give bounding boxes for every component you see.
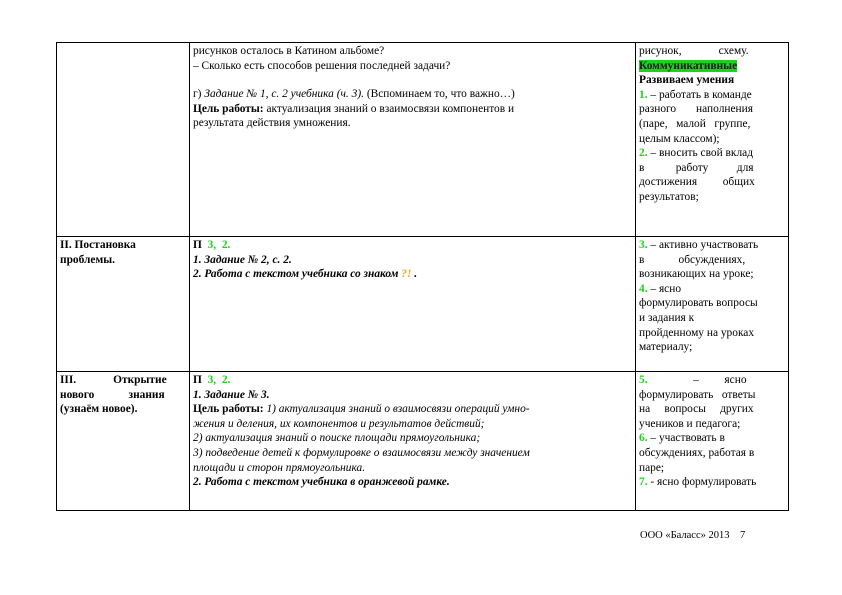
content-line: 3) подведение детей к формулировке о взаимосвязи между значением	[193, 446, 530, 459]
skill-line: (паре, малой группе,	[639, 117, 751, 130]
skill-line: 2. – вносить свой вклад	[639, 147, 754, 160]
skill-line: формулировать вопросы	[639, 297, 758, 310]
page-number: 7	[740, 530, 746, 541]
page-footer	[640, 530, 790, 541]
marker-line: П 3, 2.	[193, 239, 231, 251]
skills-cell	[636, 43, 789, 237]
task-line: 1. Задание № 2, с. 2.	[193, 253, 292, 266]
skill-line: рисунок, схему.	[639, 45, 749, 57]
stage-label: (узнаём новое).	[60, 403, 138, 416]
marker-line: П 3, 2.	[193, 374, 231, 386]
content-cell	[190, 43, 636, 237]
skills-cell	[636, 237, 789, 372]
content-cell	[190, 372, 636, 511]
lesson-plan-table	[56, 42, 789, 511]
skill-heading: Развиваем умения	[639, 74, 735, 87]
table-row	[57, 372, 789, 511]
skill-line: материалу;	[639, 341, 693, 354]
goal-line: Цель работы: актуализация знаний о взаимосвязи компонентов и	[193, 102, 515, 115]
skill-line: 7. - ясно формулировать	[639, 476, 757, 489]
skill-line: возникающих на уроке;	[639, 268, 754, 281]
stage-label: нового знания	[60, 388, 165, 401]
table-row	[57, 237, 789, 372]
content-cell	[190, 237, 636, 372]
stage-cell	[57, 237, 190, 372]
skill-line: на вопросы других	[639, 403, 754, 416]
skill-category: Коммуникативные	[639, 59, 738, 72]
skill-line: учеников и педагога;	[639, 417, 741, 430]
stage-label: проблемы.	[60, 253, 115, 266]
skill-line: и задания к	[639, 311, 695, 324]
skill-line: пройденному на уроках	[639, 326, 755, 339]
task-line: 2. Работа с текстом учебника со знаком ?! .	[193, 268, 418, 281]
content-line: – Сколько есть способов решения последней задачи?	[193, 59, 451, 72]
content-line: результата действия умножения.	[193, 117, 351, 130]
goal-line: Цель работы: 1) актуализация знаний о взаимосвязи операций умно-	[193, 403, 530, 416]
skill-line: 3. – активно участвовать	[639, 239, 759, 251]
skills-cell	[636, 372, 789, 511]
skill-line: формулировать ответы	[639, 388, 756, 401]
task-line: 1. Задание № 3.	[193, 388, 270, 401]
skill-line: достижения общих	[639, 176, 755, 189]
task-line: г) Задание № 1, с. 2 учебника (ч. 3). (Вспоминаем то, что важно…)	[193, 88, 515, 101]
skill-line: паре;	[639, 461, 665, 474]
skill-line: целым классом);	[639, 132, 720, 145]
content-line: площади и сторон прямоугольника.	[193, 461, 366, 474]
task-line: 2. Работа с текстом учебника в оранжевой рамке.	[193, 476, 450, 489]
skill-line: в обсуждениях,	[639, 253, 746, 266]
skill-line: в работу для	[639, 161, 754, 174]
blank-line	[193, 73, 632, 87]
skill-line: 1. – работать в команде	[639, 88, 752, 101]
content-line: жения и деления, их компонентов и результатов действий;	[193, 417, 485, 430]
skill-line: 6. – участвовать в	[639, 432, 725, 445]
content-line: рисунков осталось в Катином альбоме?	[193, 45, 385, 57]
stage-cell	[57, 372, 190, 511]
skill-line: 4. – ясно	[639, 282, 682, 295]
skill-line: разного наполнения	[639, 103, 753, 116]
skill-line: обсуждениях, работая в	[639, 446, 755, 459]
stage-cell	[57, 43, 190, 237]
footer-company: ООО «Баласс» 2013	[640, 530, 730, 541]
skill-line: 5. – ясно	[639, 374, 747, 386]
stage-label: III. Открытие	[60, 374, 167, 386]
table-row	[57, 43, 789, 237]
skill-line: результатов;	[639, 190, 699, 203]
stage-label: II. Постановка	[60, 239, 136, 251]
content-line: 2) актуализация знаний о поиске площади прямоугольника;	[193, 432, 481, 445]
